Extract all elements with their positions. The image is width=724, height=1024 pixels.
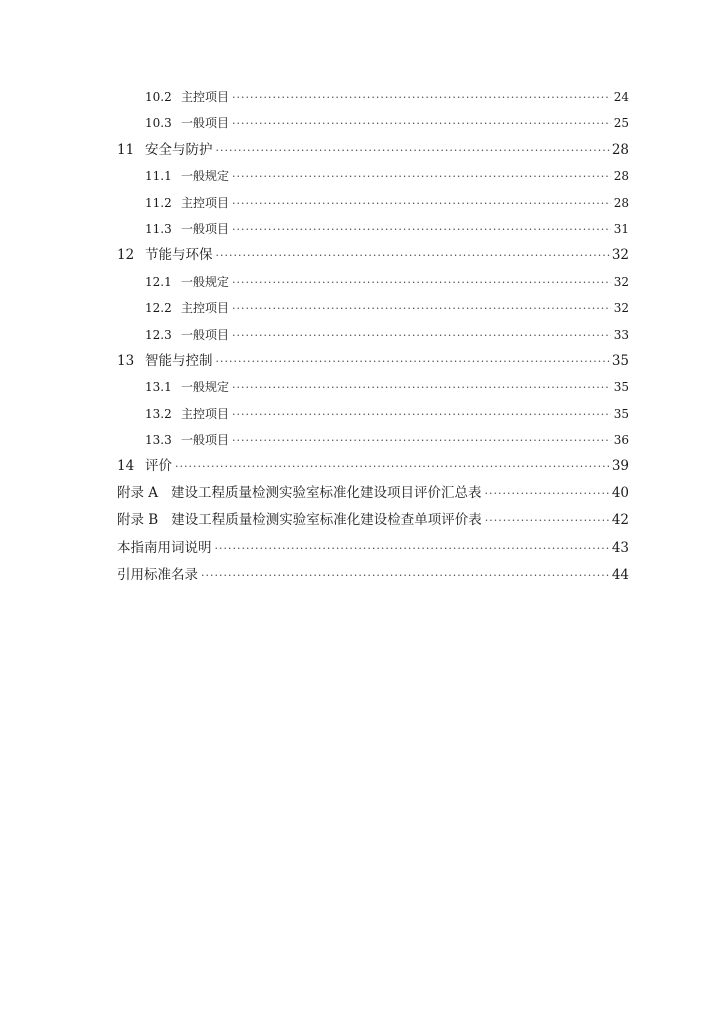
- dot-leader: [485, 507, 610, 534]
- toc-chapter-title: 评价: [145, 458, 172, 475]
- dot-leader: [232, 85, 611, 111]
- toc-chapter-page: 32: [611, 247, 629, 264]
- toc-chapter[interactable]: [117, 453, 629, 479]
- toc-entry-page: 31: [613, 221, 629, 236]
- toc-entry[interactable]: [117, 216, 629, 242]
- toc-entry-title: 一般项目: [181, 327, 230, 342]
- dot-leader: [232, 217, 611, 243]
- dot-leader: [232, 164, 611, 190]
- toc-chapter-number: 14: [117, 458, 135, 475]
- dot-leader: [216, 349, 610, 375]
- toc-chapter-number: 11: [117, 141, 135, 158]
- toc-references[interactable]: [117, 562, 629, 589]
- toc-entry-title: 主控项目: [181, 195, 230, 210]
- dot-leader: [215, 535, 610, 562]
- toc-entry-number: 13.3: [145, 433, 172, 448]
- toc-entry[interactable]: [117, 110, 629, 136]
- toc-appendix[interactable]: [117, 480, 629, 507]
- toc-entry-number: 11.1: [145, 169, 172, 184]
- toc-entry-title: 一般项目: [181, 433, 230, 448]
- toc-chapter[interactable]: [117, 242, 629, 268]
- toc-entry-number: 10.3: [145, 116, 172, 131]
- toc-entry[interactable]: [117, 84, 629, 110]
- dot-leader: [232, 111, 611, 137]
- toc-entry-page: 32: [613, 274, 629, 289]
- dot-leader: [232, 296, 611, 322]
- toc-appendix-label: 附录 A: [117, 484, 159, 501]
- toc-entry[interactable]: [117, 295, 629, 321]
- toc-appendix-label: 附录 B: [117, 512, 159, 529]
- toc-entry[interactable]: [117, 427, 629, 453]
- toc-appendix-title: 建设工程质量检测实验室标准化建设项目评价汇总表: [171, 484, 482, 501]
- dot-leader: [232, 402, 611, 428]
- toc-entry-page: 25: [613, 116, 629, 131]
- toc-chapter-title: 安全与防护: [145, 141, 213, 158]
- toc-entry-title: 主控项目: [181, 90, 230, 104]
- dot-leader: [232, 375, 611, 401]
- toc-terminology-page: 43: [611, 539, 629, 556]
- toc-chapter[interactable]: [117, 137, 629, 163]
- toc-entry-title: 一般项目: [181, 116, 230, 131]
- toc-entry-page: 35: [613, 380, 629, 395]
- toc-entry-number: 11.3: [145, 221, 172, 236]
- toc-entry-page: 36: [613, 433, 629, 448]
- toc-references-page: 44: [611, 567, 629, 584]
- toc-appendix-page: 42: [611, 512, 629, 529]
- toc-entry-page: 32: [613, 301, 629, 316]
- toc-entry-number: 12.1: [145, 274, 172, 289]
- toc-entry[interactable]: [117, 163, 629, 189]
- toc-entry-title: 一般规定: [181, 169, 230, 184]
- dot-leader: [232, 323, 611, 349]
- toc-chapter[interactable]: [117, 348, 629, 374]
- toc-chapter-number: 13: [117, 352, 135, 369]
- toc-entry-title: 一般规定: [181, 380, 230, 395]
- dot-leader: [232, 270, 611, 296]
- dot-leader: [485, 480, 610, 507]
- dot-leader: [216, 138, 610, 164]
- toc-entry-title: 主控项目: [181, 301, 230, 316]
- toc-entry-title: 一般规定: [181, 274, 230, 289]
- toc-chapter-page: 28: [611, 141, 629, 158]
- toc-appendix[interactable]: [117, 507, 629, 534]
- table-of-contents: [117, 84, 629, 589]
- toc-entry-title: 主控项目: [181, 406, 230, 421]
- toc-entry-title: 一般项目: [181, 221, 230, 236]
- toc-entry-number: 10.2: [145, 90, 172, 104]
- dot-leader: [232, 428, 611, 454]
- toc-chapter-number: 12: [117, 247, 135, 264]
- toc-entry-number: 11.2: [145, 195, 172, 210]
- toc-entry-number: 13.2: [145, 406, 172, 421]
- dot-leader: [232, 191, 611, 217]
- toc-entry[interactable]: [117, 374, 629, 400]
- toc-entry-number: 12.2: [145, 301, 172, 316]
- dot-leader: [201, 562, 610, 589]
- toc-entry-number: 12.3: [145, 327, 172, 342]
- toc-terminology-title: 本指南用词说明: [117, 539, 212, 556]
- toc-entry-page: 33: [613, 327, 629, 342]
- toc-entry-page: 24: [613, 90, 629, 104]
- toc-chapter-page: 39: [611, 458, 629, 475]
- toc-chapter-page: 35: [611, 352, 629, 369]
- toc-entry-page: 28: [613, 169, 629, 184]
- toc-appendix-title: 建设工程质量检测实验室标准化建设检查单项评价表: [171, 512, 482, 529]
- toc-entry[interactable]: [117, 190, 629, 216]
- toc-entry-page: 35: [613, 406, 629, 421]
- toc-references-title: 引用标准名录: [117, 567, 198, 584]
- toc-chapter-title: 智能与控制: [145, 352, 213, 369]
- toc-appendix-page: 40: [611, 484, 629, 501]
- toc-entry-page: 28: [613, 195, 629, 210]
- toc-entry-number: 13.1: [145, 380, 172, 395]
- toc-entry[interactable]: [117, 401, 629, 427]
- dot-leader: [216, 243, 610, 269]
- toc-terminology[interactable]: [117, 535, 629, 562]
- toc-chapter-title: 节能与环保: [145, 247, 213, 264]
- dot-leader: [175, 454, 610, 480]
- toc-entry[interactable]: [117, 269, 629, 295]
- toc-entry[interactable]: [117, 322, 629, 348]
